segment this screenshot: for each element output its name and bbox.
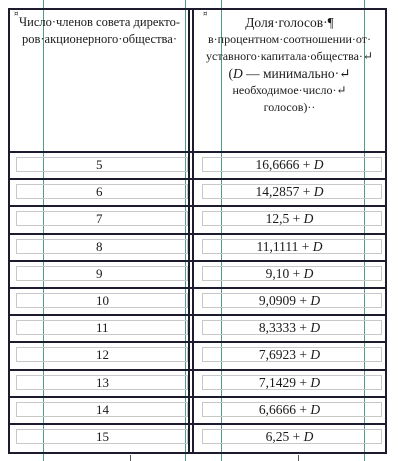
tick-mark <box>298 455 299 461</box>
row-rule <box>10 314 385 316</box>
cell-member-count: 8 <box>96 238 103 254</box>
cell-vote-share <box>194 401 385 418</box>
header-right-title: Доля·голосов·¶ <box>245 15 334 30</box>
row-rule <box>10 233 385 235</box>
tick-mark <box>130 455 131 461</box>
vote-share-value: 16,6666 + <box>255 157 314 172</box>
cell-member-count: 15 <box>96 428 109 444</box>
row-rule <box>10 341 385 343</box>
row-rule <box>10 178 385 180</box>
cell-member-count: 11 <box>96 320 109 336</box>
header-left-line: Число·членов совета директо- <box>19 15 180 29</box>
header-right-line <box>194 65 385 82</box>
variable-d: D <box>312 238 323 254</box>
table-row[interactable] <box>10 314 385 341</box>
row-rule <box>10 369 385 371</box>
table-row[interactable] <box>10 369 385 396</box>
variable-d: D <box>310 320 321 336</box>
variable-d: D <box>310 374 321 390</box>
cell-marker: ¤ <box>203 10 208 18</box>
vote-share-value: 6,6666 + <box>258 401 311 417</box>
variable-d: D <box>313 184 324 200</box>
table-row[interactable] <box>10 423 385 450</box>
table-header <box>10 10 385 151</box>
cell-member-count: 6 <box>96 184 103 200</box>
variable-d: D <box>303 211 314 227</box>
variable-d: D <box>233 66 243 81</box>
cell-vote-share <box>194 319 385 336</box>
table-row[interactable] <box>10 396 385 423</box>
header-right-line: голосов)·· <box>263 100 316 114</box>
row-rule <box>10 260 385 262</box>
cell-member-count: 9 <box>96 265 103 281</box>
cell-member-count: 10 <box>96 292 109 308</box>
vote-share-value: 9,10 + <box>265 265 304 281</box>
row-rule <box>10 205 385 207</box>
cell-marker: ¤ <box>14 10 19 18</box>
variable-d: D <box>310 292 321 308</box>
header-right-line: уставного·капитала·общества·↵ <box>206 49 373 63</box>
table-row[interactable] <box>10 178 385 205</box>
row-rule <box>10 423 385 425</box>
cell-vote-share <box>194 428 385 445</box>
header-cell-members[interactable] <box>10 10 189 151</box>
variable-d: D <box>310 347 321 363</box>
cell-vote-share <box>194 238 385 255</box>
paren: ( <box>228 66 234 81</box>
cell-member-count: 14 <box>96 401 109 417</box>
cell-vote-share <box>194 346 385 363</box>
cell-vote-share <box>194 265 385 282</box>
table-row[interactable] <box>10 205 385 232</box>
vote-share-value: 9,0909 + <box>258 292 311 308</box>
vote-share-value: 14,2857 + <box>255 184 314 200</box>
table-row[interactable] <box>10 151 385 178</box>
table-row[interactable] <box>10 260 385 287</box>
table-body <box>10 151 385 450</box>
table-row[interactable] <box>10 233 385 260</box>
cell-member-count: 5 <box>96 157 103 172</box>
row-rule <box>10 151 385 153</box>
cell-vote-share <box>194 183 385 200</box>
cell-vote-share <box>194 374 385 391</box>
row-rule <box>10 396 385 398</box>
header-left-line: ров·акционерного·общества· <box>21 32 178 46</box>
cell-member-count: 12 <box>96 347 109 363</box>
header-right-line: необходимое·число·↵ <box>232 83 347 97</box>
variable-d: D <box>303 428 314 444</box>
vote-share-value: 6,25 + <box>265 428 304 444</box>
table-row[interactable] <box>10 341 385 368</box>
header-right-text: — минимально·↵ <box>242 66 351 81</box>
vote-share-value: 12,5 + <box>265 211 304 227</box>
vote-share-value: 7,6923 + <box>258 347 311 363</box>
row-rule <box>10 287 385 289</box>
cell-vote-share <box>194 210 385 227</box>
variable-d: D <box>313 157 324 172</box>
cell-member-count: 13 <box>96 374 109 390</box>
vote-share-value: 7,1429 + <box>258 374 311 390</box>
cell-vote-share <box>194 292 385 309</box>
table-row[interactable] <box>10 287 385 314</box>
cell-member-count: 7 <box>96 211 103 227</box>
variable-d: D <box>303 265 314 281</box>
variable-d: D <box>310 401 321 417</box>
header-right-line: в·процентном·соотношении·от· <box>207 32 372 46</box>
cell-vote-share <box>194 156 385 173</box>
vote-share-value: 11,1111 + <box>256 238 313 254</box>
vote-share-value: 8,3333 + <box>258 320 311 336</box>
header-cell-vote-share[interactable] <box>194 10 385 151</box>
